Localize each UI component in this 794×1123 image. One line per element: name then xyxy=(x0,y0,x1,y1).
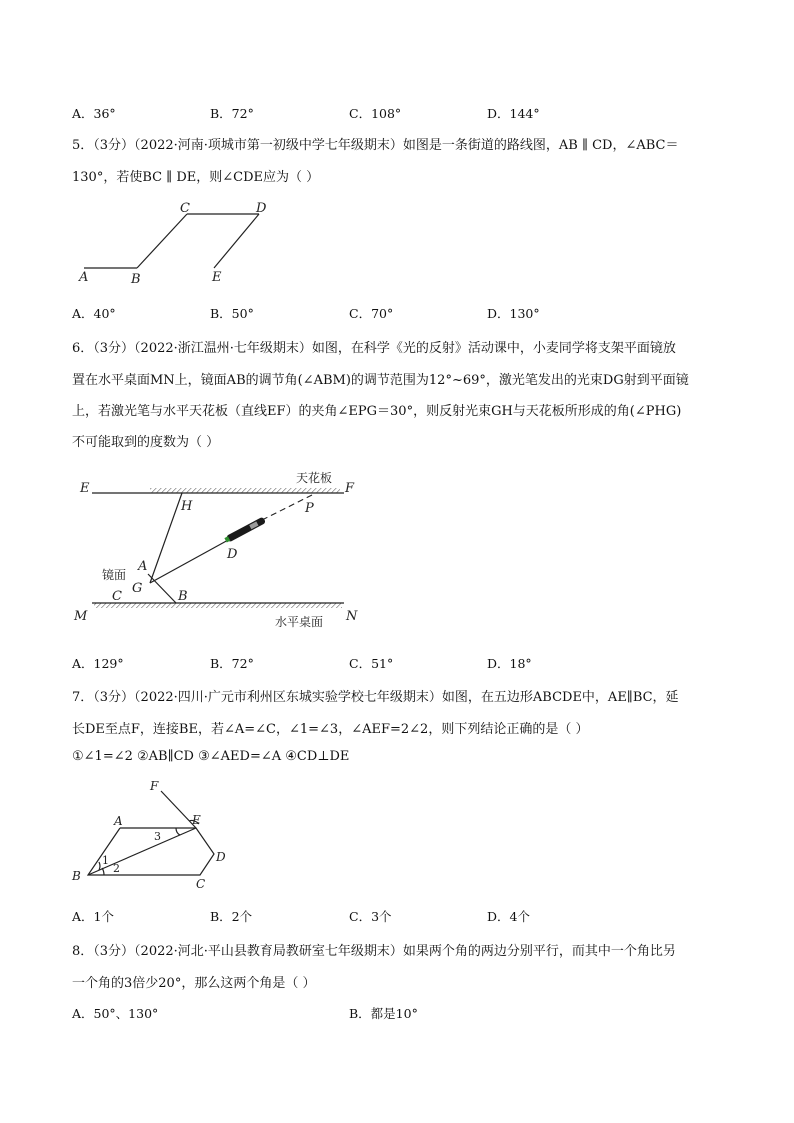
q5-label-c: C xyxy=(180,201,190,216)
q7-pentagon xyxy=(88,828,214,875)
q5-stem-line1: 5．（3分）（2022·河南·项城市第一初级中学七年级期末）如图是一条街道的路线图，AB ∥ CD，∠ABC＝ xyxy=(72,138,679,153)
q6-label-ceiling: 天花板 xyxy=(296,471,333,485)
q4-option-b: B．72° xyxy=(210,106,254,121)
q8-option-a: A．50°、130° xyxy=(72,1006,159,1021)
q6-ceiling-hatch xyxy=(150,488,340,493)
q7-option-a: A．1个 xyxy=(72,909,114,924)
q6-label-f: F xyxy=(345,481,355,496)
q6-label-g: G xyxy=(132,581,143,596)
q6-stem-line1: 6．（3分）（2022·浙江温州·七年级期末）如图，在科学《光的反射》活动课中，小麦同学将支架平面镜放 xyxy=(72,341,676,356)
q6-label-table: 水平桌面 xyxy=(275,615,324,629)
q7-angle2-arc xyxy=(102,868,104,875)
q7-stem-line1: 7．（3分）（2022·四川·广元市利州区东城实验学校七年级期末）如图，在五边形ABCDE中，AE∥BC，延 xyxy=(72,690,679,705)
q7-label-e: E xyxy=(192,813,201,827)
q8-stem-line1: 8．（3分）（2022·河北·平山县教育局教研室七年级期末）如果两个角的两边分别平行，而其中一个角比另 xyxy=(72,944,676,959)
q5-segment-de xyxy=(214,214,259,268)
q5-label-d: D xyxy=(256,201,267,216)
q7-option-c: C．3个 xyxy=(349,909,392,924)
q5-option-d: D．130° xyxy=(487,306,540,321)
q6-label-c: C xyxy=(112,589,122,604)
q5-label-b: B xyxy=(131,272,141,287)
q6-stem-line3: 上，若激光笔与水平天花板（直线EF）的夹角∠EPG＝30°，则反射光束GH与天花板所形成的角(∠PHG) xyxy=(72,404,682,419)
q6-option-a: A．129° xyxy=(72,656,124,671)
q6-label-h: H xyxy=(181,499,193,514)
q7-label-1: 1 xyxy=(102,854,109,867)
q5-stem-line2: 130°，若使BC ∥ DE，则∠CDE应为（ ） xyxy=(72,170,320,185)
q6-option-c: C．51° xyxy=(349,656,394,671)
q4-option-a: A．36° xyxy=(72,106,116,121)
q6-label-b: B xyxy=(178,589,188,604)
q7-label-f: F xyxy=(150,779,159,793)
q7-conclusions: ①∠1=∠2 ②AB∥CD ③∠AED=∠A ④CD⊥DE xyxy=(72,749,350,764)
q6-label-mirror: 镜面 xyxy=(102,568,127,582)
q7-option-d: D．4个 xyxy=(487,909,530,924)
q7-option-b: B．2个 xyxy=(210,909,253,924)
q6-label-a: A xyxy=(138,559,148,574)
q6-option-d: D．18° xyxy=(487,656,532,671)
q7-label-3: 3 xyxy=(154,830,161,843)
q6-figure xyxy=(72,462,372,632)
q6-label-n: N xyxy=(346,609,358,624)
q7-segment-ef xyxy=(161,791,196,828)
q7-stem-line2: 长DE至点F，连接BE，若∠A=∠C，∠1=∠3，∠AEF=2∠2，则下列结论正确的是（ ） xyxy=(72,722,589,737)
q6-ray-gd xyxy=(150,539,230,583)
q6-stem-line4: 不可能取到的度数为（ ） xyxy=(72,435,220,450)
q7-label-a: A xyxy=(114,814,123,828)
q5-option-b: B．50° xyxy=(210,306,254,321)
q5-label-a: A xyxy=(79,270,89,285)
q8-option-b: B．都是10° xyxy=(349,1006,418,1021)
q6-label-p: P xyxy=(305,501,314,516)
q6-table-hatch xyxy=(94,603,342,608)
q8-stem-line2: 一个角的3倍少20°，那么这两个角是（ ） xyxy=(72,976,316,991)
q6-stem-line2: 置在水平桌面MN上，镜面AB的调节角(∠ABM)的调节范围为12°~69°，激光笔发出的光束DG射到平面镜 xyxy=(72,373,689,388)
q6-label-e: E xyxy=(80,481,90,496)
q5-figure xyxy=(70,195,300,290)
q6-option-b: B．72° xyxy=(210,656,254,671)
q5-segment-bc xyxy=(137,214,187,268)
q7-label-c: C xyxy=(196,877,206,891)
q7-label-d: D xyxy=(216,850,226,864)
q7-label-2: 2 xyxy=(113,862,120,875)
q7-label-b: B xyxy=(72,869,81,883)
q7-angle1-arc xyxy=(99,862,100,870)
q6-label-m: M xyxy=(74,609,88,624)
q7-figure xyxy=(68,774,248,894)
q7-angle3-arc xyxy=(176,828,180,835)
q4-option-d: D．144° xyxy=(487,106,540,121)
q5-label-e: E xyxy=(212,270,222,285)
q4-option-c: C．108° xyxy=(349,106,402,121)
q5-option-a: A．40° xyxy=(72,306,116,321)
q6-laser-pen xyxy=(224,517,266,544)
q5-option-c: C．70° xyxy=(349,306,394,321)
q6-label-d: D xyxy=(227,547,238,562)
q6-mirror-ab xyxy=(148,574,176,603)
q6-ray-gh xyxy=(150,493,182,583)
